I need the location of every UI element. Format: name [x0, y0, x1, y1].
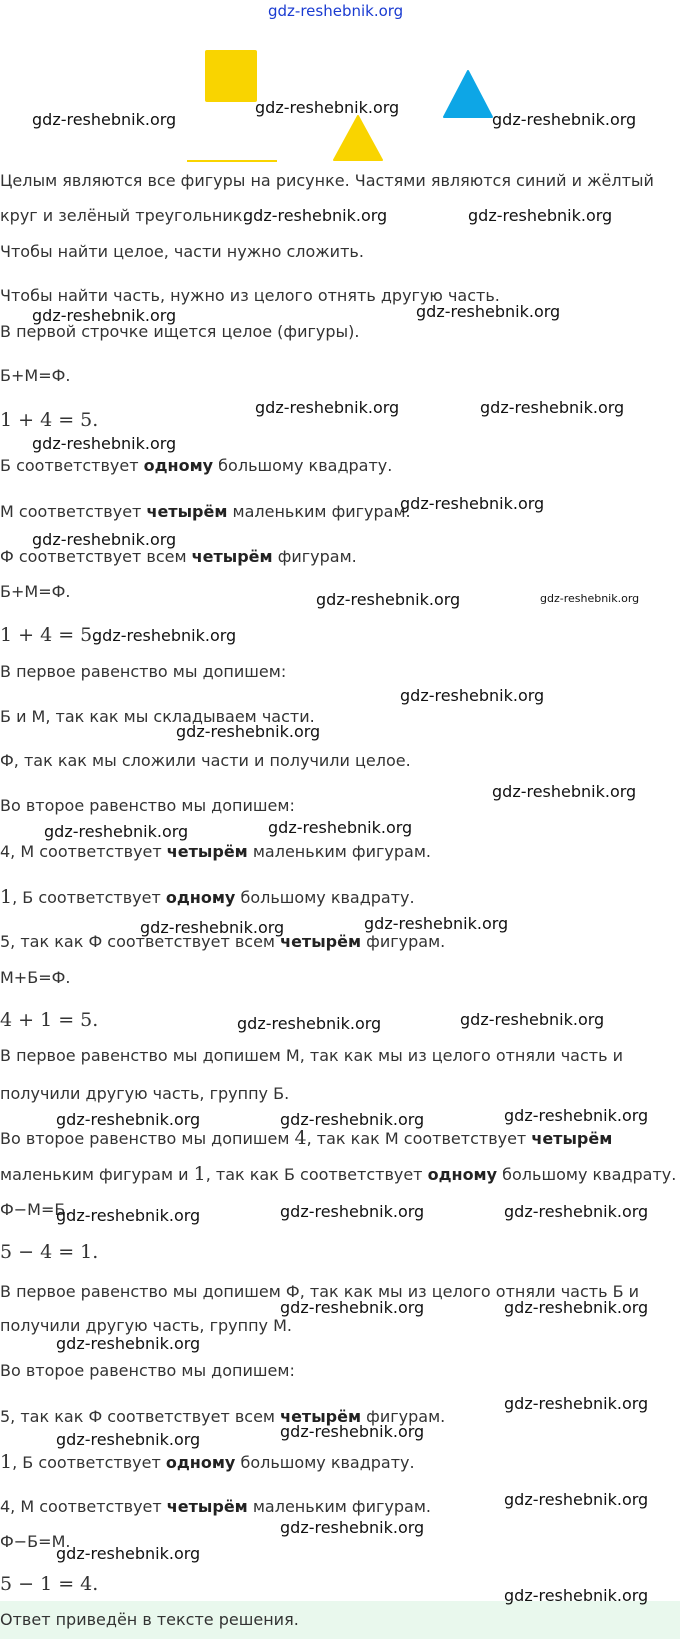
watermark: gdz-reshebnik.org — [140, 918, 285, 937]
text-segment: В первое равенство мы допишем: — [0, 662, 287, 681]
text-segment: 5, так как Ф соответствует всем — [0, 932, 281, 951]
text-segment: Б+М=Ф. — [0, 582, 71, 601]
watermark: gdz-reshebnik.org — [504, 1490, 649, 1509]
watermark-link[interactable]: gdz-reshebnik.org — [268, 2, 404, 20]
answer-panel — [0, 1601, 680, 1639]
yellow-square — [205, 50, 257, 102]
watermark: gdz-reshebnik.org — [56, 1334, 201, 1353]
watermark: gdz-reshebnik.org — [243, 206, 388, 225]
text-segment: получили другую часть, группу М. — [0, 1316, 292, 1335]
watermark: gdz-reshebnik.org — [504, 1586, 649, 1605]
text-line — [0, 1045, 623, 1067]
watermark: gdz-reshebnik.org — [255, 398, 400, 417]
text-segment: Ф−Б=М. — [0, 1532, 71, 1551]
text-segment: Чтобы найти целое, части нужно сложить. — [0, 242, 364, 261]
text-segment: , так как Б соответствует — [205, 1165, 428, 1184]
text-line — [0, 170, 654, 192]
math-text: 1 — [0, 886, 13, 908]
blue-triangle — [442, 69, 494, 119]
watermark: gdz-reshebnik.org — [480, 398, 625, 417]
math-text: 4 — [294, 1127, 307, 1149]
watermark: gdz-reshebnik.org — [280, 1518, 425, 1537]
watermark: gdz-reshebnik.org — [32, 306, 177, 325]
watermark: gdz-reshebnik.org — [32, 434, 177, 453]
watermark: gdz-reshebnik.org — [56, 1544, 201, 1563]
equation — [0, 1573, 98, 1596]
text-segment: Во второе равенство мы допишем: — [0, 1361, 295, 1380]
bold-word: четырём — [146, 502, 228, 521]
watermark: gdz-reshebnik.org — [280, 1202, 425, 1221]
bold-word: четырём — [280, 932, 362, 951]
math-text: 1 — [0, 1451, 13, 1473]
text-line — [0, 455, 392, 477]
text-segment: круг и зелёный треугольник. — [0, 206, 248, 225]
text-segment: , Б соответствует — [12, 888, 166, 907]
bold-word: четырём — [166, 842, 248, 861]
text-segment: маленьким фигурам. — [247, 842, 431, 861]
bold-word: одному — [143, 456, 214, 475]
text-segment: большому квадрату. — [497, 1165, 677, 1184]
yellow-triangle — [332, 114, 384, 162]
watermark: gdz-reshebnik.org — [255, 98, 400, 117]
watermark: gdz-reshebnik.org — [504, 1298, 649, 1317]
text-segment: М+Б=Ф. — [0, 968, 71, 987]
text-line — [0, 1360, 295, 1382]
watermark: gdz-reshebnik.org — [364, 914, 509, 933]
watermark: gdz-reshebnik.org — [32, 530, 177, 549]
watermark: gdz-reshebnik.org — [56, 1206, 201, 1225]
math-text: 4 + 1 = 5. — [0, 1009, 99, 1031]
text-segment: Б и М, так как мы складываем части. — [0, 707, 315, 726]
text-segment: 5, так как Ф соответствует всем — [0, 1407, 281, 1426]
text-segment: фигурам. — [361, 1407, 446, 1426]
math-text: 1 + 4 = 5. — [0, 409, 99, 431]
text-segment: получили другую часть, группу Б. — [0, 1084, 290, 1103]
text-segment: маленьким фигурам и — [0, 1165, 194, 1184]
text-segment: 4, М соответствует — [0, 1497, 167, 1516]
text-segment: Во второе равенство мы допишем — [0, 1129, 295, 1148]
text-segment: маленьким фигурам. — [247, 1497, 431, 1516]
text-segment: Ф−М=Б. — [0, 1200, 71, 1219]
text-line — [0, 241, 364, 263]
text-line — [0, 205, 248, 227]
watermark: gdz-reshebnik.org — [92, 626, 237, 645]
text-segment: , Б соответствует — [12, 1453, 166, 1472]
text-line — [0, 1127, 612, 1150]
text-segment: фигурам. — [361, 932, 446, 951]
text-segment: маленьким фигурам. — [227, 502, 411, 521]
watermark: gdz-reshebnik.org — [400, 686, 545, 705]
text-line — [0, 661, 286, 683]
watermark: gdz-reshebnik.org — [540, 592, 640, 605]
text-segment: М соответствует — [0, 502, 147, 521]
math-text: 5 − 1 = 4. — [0, 1573, 99, 1595]
text-segment: большому квадрату. — [235, 888, 415, 907]
text-segment: , так как М соответствует — [306, 1129, 532, 1148]
bold-word: четырём — [166, 1497, 248, 1516]
bold-word: одному — [165, 1453, 236, 1472]
equation — [0, 1009, 98, 1032]
math-text: 1 + 4 = 5. — [0, 624, 99, 646]
text-segment: В первой строчке ищется целое (фигуры). — [0, 322, 360, 341]
bold-word: четырём — [531, 1129, 613, 1148]
watermark: gdz-reshebnik.org — [504, 1394, 649, 1413]
text-segment: Ф, так как мы сложили части и получили целое. — [0, 751, 411, 770]
text-line — [0, 501, 411, 523]
watermark: gdz-reshebnik.org — [280, 1298, 425, 1317]
text-line — [0, 795, 295, 817]
text-segment: Ф соответствует всем — [0, 547, 192, 566]
bold-word: одному — [165, 888, 236, 907]
watermark: gdz-reshebnik.org — [316, 590, 461, 609]
text-segment: Б+М=Ф. — [0, 366, 71, 385]
text-line — [0, 1451, 415, 1474]
text-segment: фигурам. — [272, 547, 357, 566]
watermark: gdz-reshebnik.org — [32, 110, 177, 129]
text-line — [0, 365, 70, 387]
text-segment: большому квадрату. — [235, 1453, 415, 1472]
text-segment: Чтобы найти часть, нужно из целого отнять другую часть. — [0, 286, 500, 305]
watermark: gdz-reshebnik.org — [504, 1202, 649, 1221]
text-line — [0, 1163, 676, 1186]
text-line — [0, 1083, 289, 1105]
bold-word: четырём — [280, 1407, 362, 1426]
text-line — [0, 967, 70, 989]
watermark: gdz-reshebnik.org — [416, 302, 561, 321]
text-segment: большому квадрату. — [213, 456, 393, 475]
math-text: 5 − 4 = 1. — [0, 1241, 99, 1263]
watermark: gdz-reshebnik.org — [492, 782, 637, 801]
text-segment: Во второе равенство мы допишем: — [0, 796, 295, 815]
watermark: gdz-reshebnik.org — [504, 1106, 649, 1125]
text-line — [0, 581, 70, 603]
answer-text: Ответ приведён в тексте решения. — [0, 1610, 299, 1629]
equation — [0, 409, 98, 432]
watermark: gdz-reshebnik.org — [268, 818, 413, 837]
text-line — [0, 750, 411, 772]
text-segment: В первое равенство мы допишем М, так как мы из целого отняли часть и — [0, 1046, 624, 1065]
watermark: gdz-reshebnik.org — [280, 1422, 425, 1441]
watermark: gdz-reshebnik.org — [237, 1014, 382, 1033]
watermark: gdz-reshebnik.org — [400, 494, 545, 513]
bold-word: одному — [427, 1165, 498, 1184]
text-line — [0, 546, 357, 568]
yellow-underline — [187, 160, 277, 162]
math-text: 1 — [193, 1163, 206, 1185]
text-line — [0, 1496, 431, 1518]
text-segment: Целым являются все фигуры на рисунке. Частями являются синий и жёлтый — [0, 171, 654, 190]
watermark: gdz-reshebnik.org — [176, 722, 321, 741]
equation — [0, 1241, 98, 1264]
text-line — [0, 886, 415, 909]
text-line — [0, 841, 431, 863]
text-segment: Б соответствует — [0, 456, 144, 475]
watermark: gdz-reshebnik.org — [56, 1110, 201, 1129]
watermark: gdz-reshebnik.org — [468, 206, 613, 225]
watermark: gdz-reshebnik.org — [44, 822, 189, 841]
watermark: gdz-reshebnik.org — [56, 1430, 201, 1449]
text-segment: 4, М соответствует — [0, 842, 167, 861]
text-segment: В первое равенство мы допишем Ф, так как мы из целого отняли часть Б и — [0, 1282, 640, 1301]
watermark: gdz-reshebnik.org — [280, 1110, 425, 1129]
watermark: gdz-reshebnik.org — [492, 110, 637, 129]
equation — [0, 624, 98, 647]
bold-word: четырём — [191, 547, 273, 566]
watermark: gdz-reshebnik.org — [460, 1010, 605, 1029]
